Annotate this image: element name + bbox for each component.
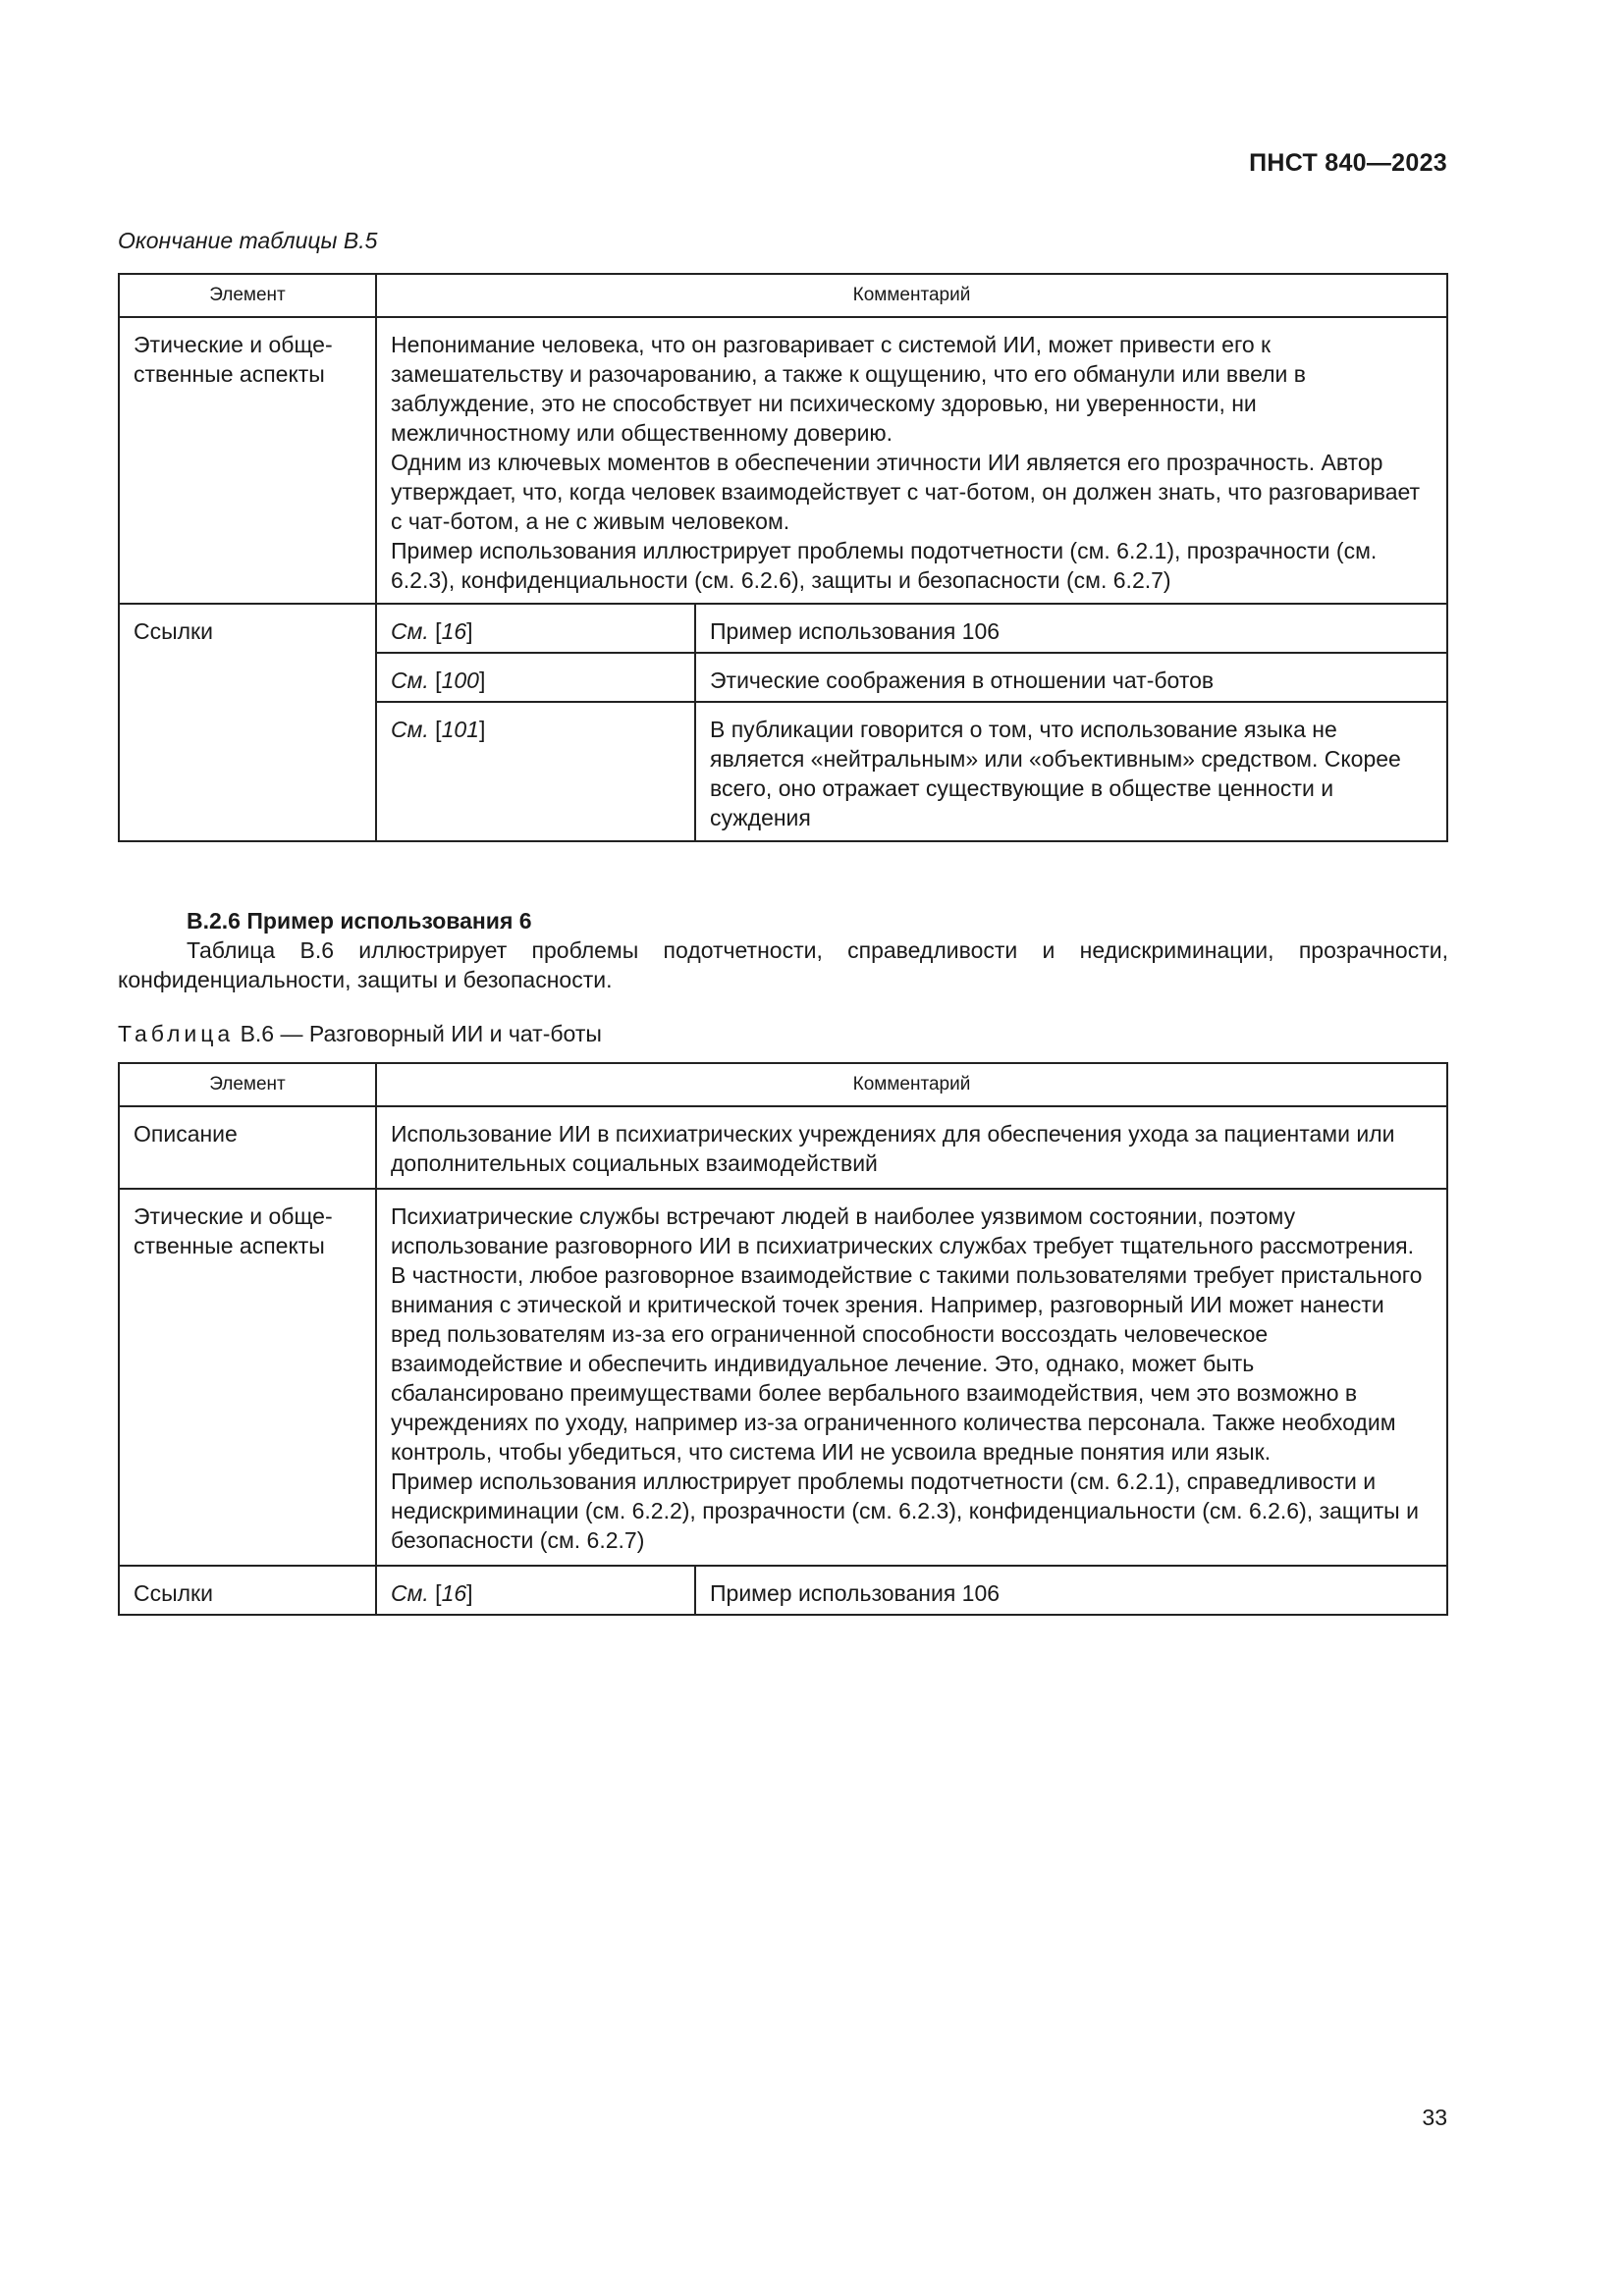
table-row [119, 1106, 1447, 1189]
table-header-row [119, 1063, 1447, 1106]
ethics-comment: Психиатрические службы встречают людей в наиболее уязвимом состоянии, поэтому использование разговорного ИИ в психиатрических службах требует тщательного рассмотрения. В частности, любое разговорное взаимодействие с такими пользователями требует пристального внимания с этической и критической точек зрения. Например, разговорный ИИ может нанести вред пользователям из-за его ограниченной способности воссоздать человеческое взаимодействие и обеспечить индивидуальное лечение. Это, однако, может быть сбалансировано преимуществами более вербального взаимодействия, чем это возможно в учреждениях по уходу, например из-за ограниченного количества персонала. Также необходим контроль, чтобы убедиться, что система ИИ не усвоила вредные понятия или язык. Пример использования иллюстрирует проблемы подотчетности (см. 6.2.1), справедливости и недискриминации (см. 6.2.2), прозрачности (см. 6.2.3), конфиденциальности (см. 6.2.6), защиты и безопасности (см. 6.2.7) [376, 1189, 1447, 1566]
section-b26 [118, 906, 1448, 994]
row-label-ethics: Этические и обще- ственные аспекты [119, 317, 376, 604]
reference-description: В публикации говорится о том, что использование языка не является «нейтральным» или «объективным» средством. Скорее всего, оно отражает существующие в обществе ценности и суждения [695, 702, 1447, 841]
row-label-ethics: Этические и обще- ственные аспекты [119, 1189, 376, 1566]
row-label-description: Описание [119, 1106, 376, 1189]
table-row [119, 1566, 1447, 1615]
column-header-element: Элемент [119, 1063, 376, 1106]
reference-cite: См. [16] [376, 1566, 695, 1615]
reference-description: Пример использования 106 [695, 1566, 1447, 1615]
table-row [119, 317, 1447, 604]
section-heading: В.2.6 Пример использования 6 [187, 908, 532, 934]
table-b6-caption: Таблица В.6 — Разговорный ИИ и чат-боты [118, 1021, 602, 1046]
page-number: 33 [1422, 2105, 1447, 2130]
column-header-element: Элемент [119, 274, 376, 317]
table-header-row [119, 274, 1447, 317]
reference-description: Пример использования 106 [695, 604, 1447, 653]
table-b6 [118, 1062, 1448, 1616]
table-b5 [118, 273, 1448, 842]
document-code: ПНСТ 840—2023 [1249, 149, 1447, 177]
reference-cite: См. [100] [376, 653, 695, 702]
table-row [119, 604, 1447, 653]
column-header-comment: Комментарий [376, 1063, 1447, 1106]
reference-cite: См. [101] [376, 702, 695, 841]
column-header-comment: Комментарий [376, 274, 1447, 317]
table-b5-caption: Окончание таблицы В.5 [118, 228, 378, 253]
table-row [119, 1189, 1447, 1566]
description-comment: Использование ИИ в психиатрических учреждениях для обеспечения ухода за пациентами или дополнительных социальных взаимодействий [376, 1106, 1447, 1189]
ethics-comment: Непонимание человека, что он разговаривает с системой ИИ, может привести его к замешательству и разочарованию, а также к ощущению, что его обманули или ввели в заблуждение, это не способствует ни психическому здоровью, ни уверенности, ни межличностному или общественному доверию. Одним из ключевых моментов в обеспечении этичности ИИ является его прозрачность. Автор утверждает, что, когда человек взаимодействует с чат-ботом, он должен знать, что разговаривает с чат-ботом, а не с живым человеком. Пример использования иллюстрирует проблемы подотчетности (см. 6.2.1), прозрачности (см. 6.2.3), конфиденциальности (см. 6.2.6), защиты и безопасности (см. 6.2.7) [376, 317, 1447, 604]
section-paragraph: Таблица В.6 иллюстрирует проблемы подотчетности, справедливости и недискриминации, прозрачности, конфиденциальности, защиты и безопасности. [118, 937, 1448, 992]
row-label-references: Ссылки [119, 604, 376, 841]
reference-description: Этические соображения в отношении чат-ботов [695, 653, 1447, 702]
reference-cite: См. [16] [376, 604, 695, 653]
row-label-references: Ссылки [119, 1566, 376, 1615]
